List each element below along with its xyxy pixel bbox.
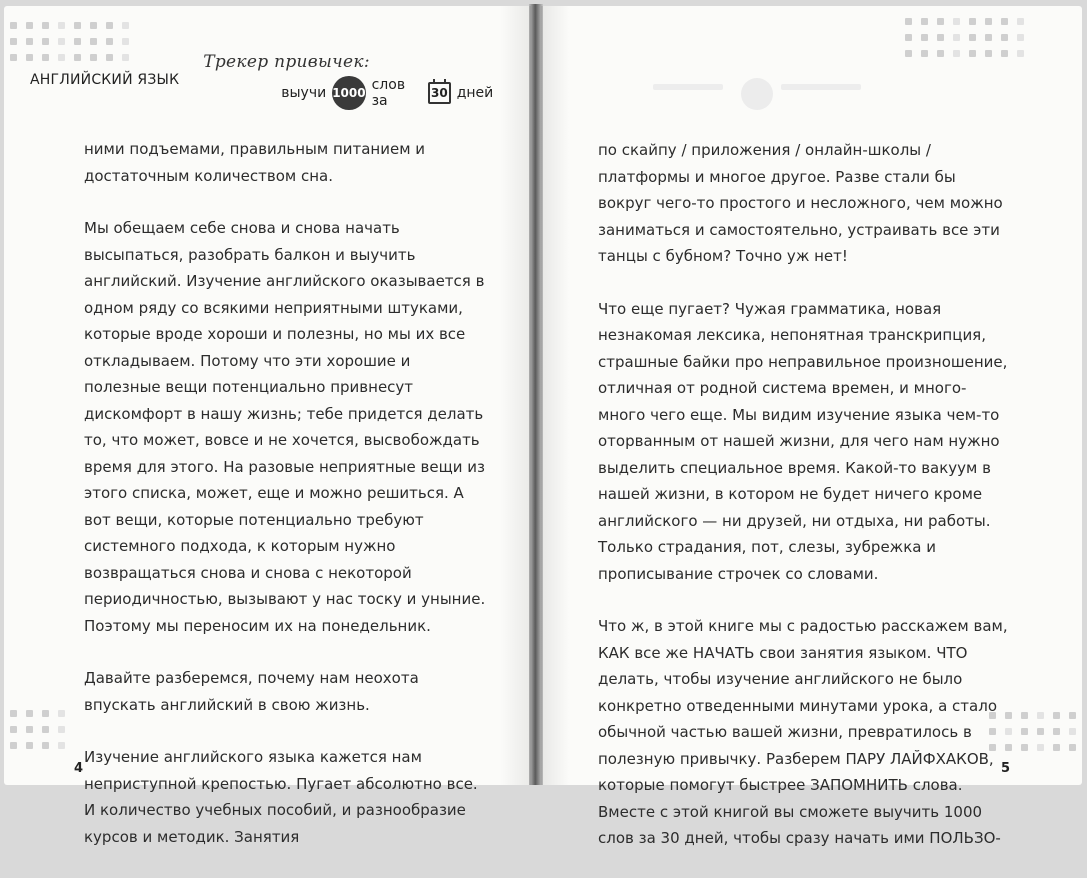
- section-title: АНГЛИЙСКИЙ ЯЗЫК: [30, 72, 180, 88]
- book-spine-gutter: [529, 4, 543, 785]
- tracker-learn: выучи: [281, 85, 327, 101]
- paragraph: Давайте разберемся, почему нам неохота впускать английский в свою жизнь.: [84, 669, 419, 714]
- dot-pattern-bottom: [10, 710, 65, 749]
- tracker-line: [281, 76, 493, 110]
- page-number: 4: [74, 761, 84, 776]
- show-through-text: [653, 84, 723, 90]
- paragraph: Что еще пугает? Чужая грамматика, новая незнакомая лексика, непонятная транскрипция, страшные байки про неправильное произношение, отличная от родной система времен, и много-много чего еще. Мы видим изучение языка чем-то оторванным от нашей жизни, для чего нам нужно выделить специальное время. Какой-то вакуум в нашей жизни, в котором не будет ничего кроме английского — ни друзей, ни отдыха, ни работы. Только страдания, пот, слезы, зубрежка и прописывание строчек со словами.: [598, 299, 1008, 583]
- tracker-days: дней: [456, 85, 494, 101]
- tracker-script-title: Трекер привычек:: [203, 52, 370, 72]
- paragraph: ними подъемами, правильным питанием и достаточным количеством сна.: [84, 140, 426, 185]
- page-number: 5: [1001, 761, 1011, 776]
- page-header: [30, 52, 494, 109]
- left-body-text: [84, 136, 489, 876]
- calendar-icon: 30: [428, 82, 451, 104]
- left-page: [4, 6, 531, 846]
- paragraph: по скайпу / приложения / онлайн-школы / платформы и многое другое. Разве стали бы вокруг чего-то простого и несложного, чем можно заниматься и самостоятельно, устраивать все эти танцы с бубном? Точно уж нет!: [598, 141, 1003, 265]
- paragraph: Что ж, в этой книге мы с радостью расскажем вам, КАК все же НАЧАТЬ свои занятия языком. ЧТО делать, чтобы изучение английского не было конкретно отведенными минутами урока, а стало обычной частью вашей жизни, превратилось в полезную привычку. Разберем ПАРУ ЛАЙФХАКОВ, которые помогут быстрее ЗАПОМНИТЬ слова. Вместе с этой книгой вы сможете выучить 1000 слов за 30 дней, чтобы сразу начать ими ПОЛЬЗО-: [598, 617, 1008, 847]
- habit-tracker-badge: [203, 52, 494, 109]
- right-body-text: [598, 137, 1011, 878]
- show-through-text: [781, 84, 861, 90]
- paragraph: Изучение английского языка кажется нам неприступной крепостью. Пугает абсолютно все. И количество учебных пособий, и разнообразие курсов и методик. Занятия: [84, 748, 478, 846]
- show-through-logo: [741, 78, 773, 110]
- dot-pattern-top: [10, 22, 129, 61]
- paragraph: Мы обещаем себе снова и снова начать высыпаться, разобрать балкон и выучить английский. Изучение английского оказывается в одном ряду со всякими неприятными штуками, которые вроде хороши и полезны, но мы их все откладываем. Потому что эти хорошие и полезные вещи потенциально привнесут дискомфорт в нашу жизнь; тебе придется делать то, что может, вовсе и не хочется, высвобождать время для этого. На разовые неприятные вещи из этого списка, может, еще и можно решиться. А вот вещи, которые потенциально требуют системного подхода, к которым нужно возвращаться снова и снова с некоторой периодичностью, вызывают у нас тоску и уныние. Поэтому мы переносим их на понедельник.: [84, 219, 486, 635]
- tracker-words-for: слов за: [371, 77, 406, 109]
- dot-pattern-top: [905, 18, 1024, 57]
- right-page: [541, 6, 1082, 847]
- words-count-circle: 1000: [332, 76, 365, 110]
